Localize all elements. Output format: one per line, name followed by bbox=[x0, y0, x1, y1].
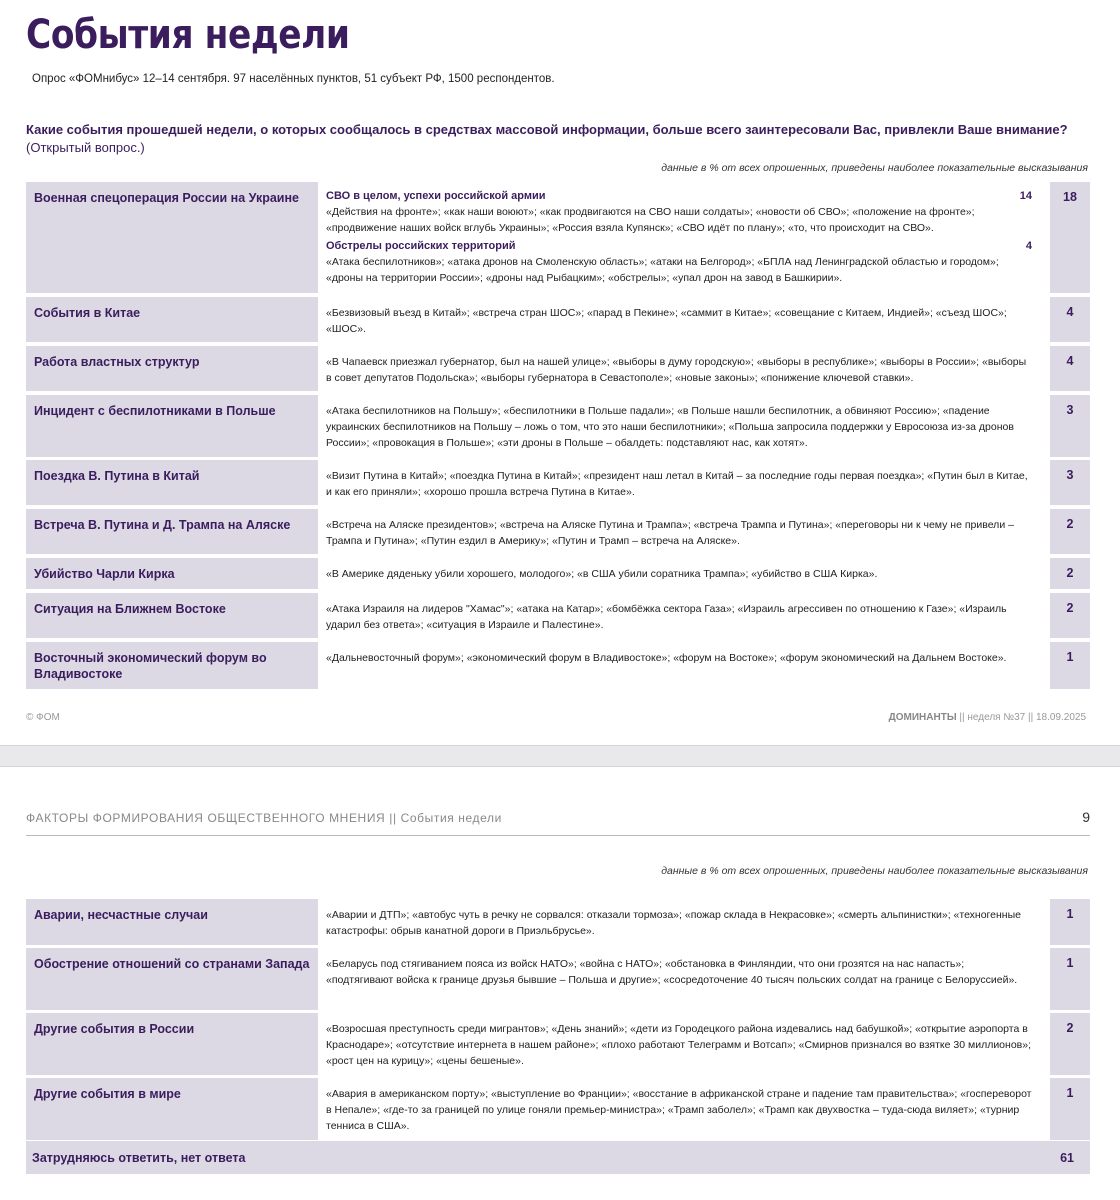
row-category: Ситуация на Ближнем Востоке bbox=[26, 593, 318, 638]
table-row bbox=[26, 297, 1090, 342]
row-value: 4 bbox=[1050, 297, 1090, 342]
footer-brand: ДОМИНАНТЫ bbox=[888, 712, 957, 723]
row-category: Другие события в мире bbox=[26, 1078, 318, 1140]
row-description: «Атака Израиля на лидеров "Хамас"»; «атака на Катар»; «бомбёжка сектора Газа»; «Израиль агрессивен по отношению к Газе»; «Израиль ударил без ответа»; «ситуация в Израиле и Палестине». bbox=[318, 593, 1042, 638]
survey-question bbox=[26, 121, 1094, 157]
row-category: Военная спецоперация России на Украине bbox=[26, 182, 318, 293]
row-category: Инцидент с беспилотниками в Польше bbox=[26, 395, 318, 457]
row-category: Встреча В. Путина и Д. Трампа на Аляске bbox=[26, 509, 318, 554]
row-value: 2 bbox=[1050, 509, 1090, 554]
question-note: (Открытый вопрос.) bbox=[26, 140, 145, 155]
survey-subtitle: Опрос «ФОМнибус» 12–14 сентября. 97 населённых пунктов, 51 субъект РФ, 1500 респондентов. bbox=[32, 73, 555, 85]
footer-issue: ДОМИНАНТЫ || неделя №37 || 18.09.2025 bbox=[888, 712, 1086, 723]
row-category: Другие события в России bbox=[26, 1013, 318, 1075]
row-value: 3 bbox=[1050, 395, 1090, 457]
table-row bbox=[26, 509, 1090, 554]
row-description: «Авария в американском порту»; «выступление во Франции»; «восстание в африканской стране и падение там правительства»; «госпереворот в Непале»; «где-то за границей по улице гоняли премьер-министра»; «Трамп заболел»; «Трамп как двухвостка – туда-сюда виляет»; «турнир тенниса в США». bbox=[318, 1078, 1042, 1140]
table-row bbox=[26, 948, 1090, 1010]
row-value: 1 bbox=[1050, 899, 1090, 945]
sub-category-title: Обстрелы российских территорий bbox=[326, 240, 516, 252]
sub-category-text: «Действия на фронте»; «как наши воюют»; «как продвигаются на СВО наши солдаты»; «новости об СВО»; «положение на фронте»; «продвижение наших войск вглубь Украины»; «Россия взяла Купянск»; «СВО идёт по плану»; «то, что происходит на СВО». bbox=[326, 206, 975, 234]
page-number: 9 bbox=[1082, 809, 1090, 825]
row-description: «Беларусь под стягиванием пояса из войск НАТО»; «война с НАТО»; «обстановка в Финляндии, что они грозятся на нас напасть»; «подтягивают войска к границе друзья бывшие – Польша и другие»; «сосредоточение 40 тысяч польских солдат на границе с Белоруссией». bbox=[318, 948, 1042, 1010]
table-row bbox=[26, 593, 1090, 638]
data-note: данные в % от всех опрошенных, приведены наиболее показательные высказывания bbox=[661, 865, 1088, 877]
table-row bbox=[26, 558, 1090, 589]
sub-category-text: «Атака беспилотников»; «атака дронов на Смоленскую область»; «атаки на Белгород»; «БПЛА над Ленинградской областью и городом»; «дроны на территории России»; «дроны над Рыбацким»; «обстрелы»; «упал дрон на завод в Башкирии». bbox=[326, 256, 999, 284]
row-value: 1 bbox=[1050, 1078, 1090, 1140]
row-description: «В Америке дяденьку убили хорошего, молодого»; «в США убили соратника Трампа»; «убийство в США Кирка». bbox=[318, 558, 1042, 589]
row-value: 2 bbox=[1050, 558, 1090, 589]
table-row bbox=[26, 460, 1090, 505]
divider bbox=[26, 835, 1090, 836]
sub-category-value: 14 bbox=[1019, 190, 1032, 202]
sub-category bbox=[326, 188, 1034, 204]
table-row bbox=[26, 395, 1090, 457]
row-category: Обострение отношений со странами Запада bbox=[26, 948, 318, 1010]
table-row bbox=[26, 1078, 1090, 1140]
question-text: Какие события прошедшей недели, о которых сообщалось в средствах массовой информации, больше всего заинтересовали Вас, привлекли Ваше внимание? bbox=[26, 122, 1068, 137]
table-row bbox=[26, 182, 1090, 293]
running-header: ФАКТОРЫ ФОРМИРОВАНИЯ ОБЩЕСТВЕННОГО МНЕНИЯ || События недели bbox=[26, 811, 502, 825]
row-category: Аварии, несчастные случаи bbox=[26, 899, 318, 945]
page-title: События недели bbox=[26, 12, 350, 58]
row-category: Поездка В. Путина в Китай bbox=[26, 460, 318, 505]
table-row bbox=[26, 346, 1090, 391]
sub-category-value: 4 bbox=[1025, 240, 1032, 252]
row-category: Восточный экономический форум во Владивостоке bbox=[26, 642, 318, 689]
row-description: «Аварии и ДТП»; «автобус чуть в речку не сорвался: отказали тормоза»; «пожар склада в Некрасовке»; «смерть альпинистки»; «техногенные катастрофы: обрыв канатной дороги в Приэльбрусье». bbox=[318, 899, 1042, 945]
row-description: «Встреча на Аляске президентов»; «встреча на Аляске Путина и Трампа»; «встреча Трампа и Путина»; «переговоры ни к чему не привели – Трампа и Путина»; «Путин ездил в Америку»; «Путин и Трамп – встреча на Аляске». bbox=[318, 509, 1042, 554]
row-description: «Визит Путина в Китай»; «поездка Путина в Китай»; «президент наш летал в Китай – за последние годы первая поездка»; «Путин был в Китае, и как его приняли»; «хорошо прошла встреча Путина в Китае». bbox=[318, 460, 1042, 505]
copyright: © ФОМ bbox=[26, 712, 60, 723]
data-note: данные в % от всех опрошенных, приведены наиболее показательные высказывания bbox=[661, 162, 1088, 174]
sub-category bbox=[326, 238, 1034, 254]
row-value: 18 bbox=[1050, 182, 1090, 293]
row-value: 2 bbox=[1050, 593, 1090, 638]
report-page-2 bbox=[0, 767, 1120, 1200]
total-label: Затрудняюсь ответить, нет ответа bbox=[32, 1150, 246, 1165]
row-description: «Атака беспилотников на Польшу»; «беспилотники в Польше падали»; «в Польше нашли беспилотник, а обвиняют Россию»; «падение украинских беспилотников на Польшу – ложь о том, что это наши беспилотники»; «Польша запросила поддержки у Евросоюза из-за дронов России»; «провокация в Польше»; «эти дроны в Польше – обалдеть: подставляют нас, как хотят». bbox=[318, 395, 1042, 457]
page-separator bbox=[0, 745, 1120, 767]
table-row bbox=[26, 1013, 1090, 1075]
row-value: 1 bbox=[1050, 948, 1090, 1010]
row-description: «Дальневосточный форум»; «экономический форум в Владивостоке»; «форум на Востоке»; «форум экономический на Дальнем Востоке». bbox=[318, 642, 1042, 689]
total-row bbox=[26, 1141, 1090, 1174]
row-value: 2 bbox=[1050, 1013, 1090, 1075]
row-value: 4 bbox=[1050, 346, 1090, 391]
total-value: 61 bbox=[1060, 1150, 1074, 1165]
row-value: 3 bbox=[1050, 460, 1090, 505]
row-description bbox=[318, 182, 1042, 293]
row-category: Работа властных структур bbox=[26, 346, 318, 391]
row-value: 1 bbox=[1050, 642, 1090, 689]
row-description: «Безвизовый въезд в Китай»; «встреча стран ШОС»; «парад в Пекине»; «саммит в Китае»; «совещание с Китаем, Индией»; «съезд ШОС»; «ШОС». bbox=[318, 297, 1042, 342]
row-category: Убийство Чарли Кирка bbox=[26, 558, 318, 589]
footer-issue-text: неделя №37 || 18.09.2025 bbox=[967, 712, 1086, 723]
row-description: «Возросшая преступность среди мигрантов»; «День знаний»; «дети из Городецкого района издевались над бабушкой»; «открытие аэропорта в Краснодаре»; «отсутствие интернета в нашем районе»; «плохо работают Телеграмм и Вотсап»; «Смирнов признался во взятке 30 миллионов»; «рост цен на курицу»; «цены бешеные». bbox=[318, 1013, 1042, 1075]
row-description: «В Чапаевск приезжал губернатор, был на нашей улице»; «выборы в думу городскую»; «выборы в республике»; «выборы в России»; «выборы в совет депутатов Подольска»; «выборы губернатора в Севастополе»; «новые законы»; «понижение ключевой ставки». bbox=[318, 346, 1042, 391]
sub-category-title: СВО в целом, успехи российской армии bbox=[326, 190, 546, 202]
table-row bbox=[26, 642, 1090, 689]
row-category: События в Китае bbox=[26, 297, 318, 342]
table-row bbox=[26, 899, 1090, 945]
